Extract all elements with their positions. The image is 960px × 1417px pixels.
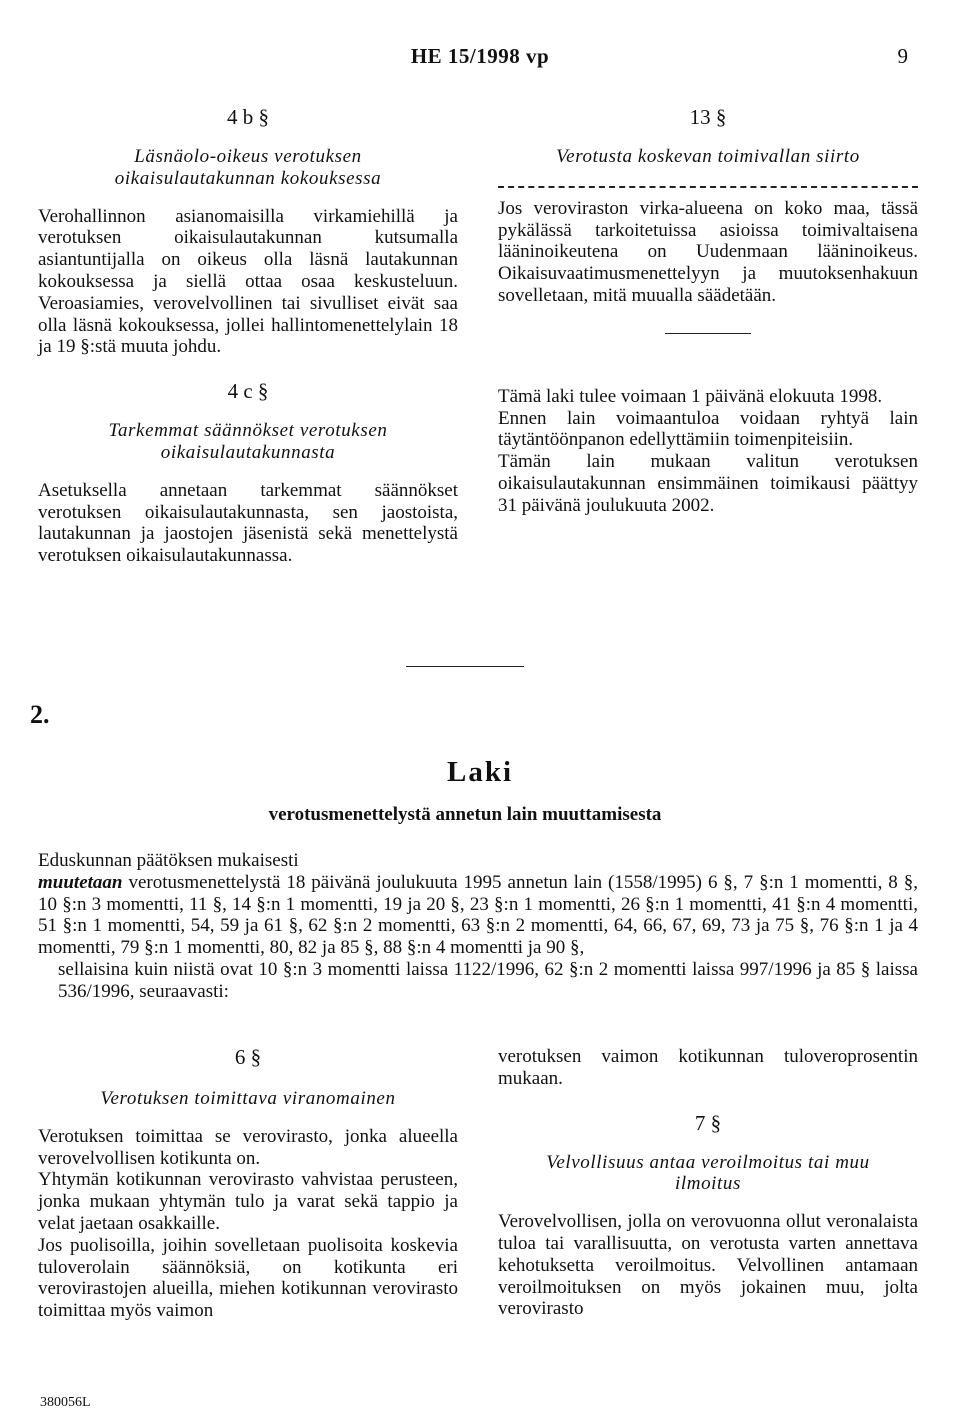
enactment-text	[38, 850, 918, 1003]
section-4b-heading: 4 b §	[227, 105, 269, 129]
section-4b-title-line1: Läsnäolo-oikeus verotuksen	[134, 146, 362, 167]
preparatory-measures-paragraph: Ennen lain voimaantuloa voidaan ryhtyä lain täytäntöönpanon edellyttämiin toimenpiteisiin.	[498, 407, 918, 451]
section-4c-title-line1: Tarkemmat säännökset verotuksen	[108, 420, 388, 442]
section-4b-title	[38, 146, 458, 190]
section-6-paragraph-3: Jos puolisoilla, joihin sovelletaan puolisoita koskevia tuloverolain säännöksiä, on kotikunta eri verovirastojen alueilla, miehen kotikunnan verovirasto toimittaa myös vaimon	[38, 1234, 458, 1322]
centre-divider-rule	[406, 666, 524, 667]
section-7-title	[498, 1152, 918, 1196]
enactment-provisions-list: verotusmenettelystä 18 päivänä joulukuuta 1995 annetun lain (1558/1995) 6 §, 7 §:n 1 momentti, 8 §, 10 §:n 3 momentti, 11 §, 14 §:n 1 momentti, 19 ja 20 §, 23 §:n 1 momentti, 26 §:n 1 momentti, 41 §:n 4 momentti, 51 §:n 1 momentti, 54, 59 ja 61 §, 62 §:n 2 momentti, 63 §:n 2 momentti, 64, 66, 67, 69, 73 ja 75 §, 76 §:n 1 ja 4 momentti, 79 §:n 1 momentti, 80, 82 ja 85 §, 88 §:n 4 momentti ja 90 §,	[38, 871, 918, 959]
omitted-text-dashes	[498, 186, 918, 188]
term-of-office-paragraph: Tämän lain mukaan valitun verotuksen oikaisulautakunnan ensimmäinen toimikausi päättyy 31 päivänä joulukuuta 2002.	[498, 451, 918, 516]
document-header-title: HE 15/1998 vp	[410, 44, 550, 68]
entry-into-force-paragraph: Tämä laki tulee voimaan 1 päivänä elokuuta 1998.	[498, 385, 883, 407]
document-code: 380056L	[40, 1395, 91, 1410]
section-7-paragraph: Verovelvollisen, jolla on verovuonna ollut veronalaista tuloa tai varallisuutta, on verotusta varten annettava kehotuksetta veroilmoitus. Velvollinen antamaan veroilmoituksen on myös jokainen muu, jolta verovirasto	[498, 1211, 918, 1320]
section-6-paragraph-2: Yhtymän kotikunnan verovirasto vahvistaa perusteen, jonka mukaan yhtymän tulo ja varat sekä tappio ja velat jaetaan osakkaille.	[38, 1169, 458, 1234]
enactment-as-amended: sellaisina kuin niistä ovat 10 §:n 3 momentti laissa 1122/1996, 62 §:n 2 momentti laissa 997/1996 ja 85 § laissa 536/1996, seuraavasti:	[58, 958, 918, 1002]
section-divider-rule	[665, 333, 751, 334]
section-7-title-line1: Velvollisuus antaa veroilmoitus tai muu	[546, 1151, 870, 1173]
enactment-opening: Eduskunnan päätöksen mukaisesti	[38, 850, 299, 871]
law-number: 2.	[30, 700, 50, 729]
right-column-bottom	[498, 1046, 918, 1320]
left-column-top	[38, 100, 458, 567]
section-7-heading: 7 §	[694, 1110, 722, 1135]
section-4c-title-line2: oikaisulautakunnasta	[160, 441, 336, 463]
section-6-continuation: verotuksen vaimon kotikunnan tuloveroprosentin mukaan.	[498, 1046, 918, 1089]
left-column-bottom	[38, 1040, 458, 1322]
section-4c-heading: 4 c §	[227, 379, 269, 404]
section-6-paragraph-1: Verotuksen toimittaa se verovirasto, jonka alueella verovelvollisen kotikunta on.	[38, 1125, 458, 1169]
section-13-paragraph: Jos veroviraston virka-alueena on koko maa, tässä pykälässä tarkoitetuissa asioissa toimivaltaisena lääninoikeutena on Uudenmaan lääninoikeus. Oikaisuvaatimusmenettelyyn ja muutoksenhakuun sovelletaan, mitä muualla säädetään.	[498, 197, 918, 306]
section-4c-paragraph: Asetuksella annetaan tarkemmat säännökset verotuksen oikaisulautakunnasta, sen jaostoista, lautakunnan ja jaostojen jäsenistä sekä menettelystä verotuksen oikaisulautakunnassa.	[38, 479, 458, 567]
section-4c-title	[38, 420, 458, 464]
law-title: Laki	[446, 756, 514, 788]
section-6-heading: 6 §	[234, 1045, 262, 1069]
section-13-heading: 13 §	[689, 105, 727, 129]
page-number: 9	[897, 44, 908, 68]
section-4b-paragraph: Verohallinnon asianomaisilla virkamiehillä ja verotuksen oikaisulautakunnan kutsumalla asiantuntijalla on oikeus olla läsnä lautakunnan kokouksessa ja siellä ottaa osaa keskusteluun. Veroasiamies, verovelvollinen tai sivulliset eivät saa olla läsnä kokouksessa, jollei hallintomenettelylain 18 ja 19 §:stä muuta johdu.	[38, 205, 458, 358]
enactment-amended-provisions	[38, 872, 918, 959]
section-4b-title-line2: oikaisulautakunnan kokouksessa	[114, 167, 382, 189]
section-7-title-line2: ilmoitus	[674, 1173, 742, 1195]
section-13-title: Verotusta koskevan toimivallan siirto	[556, 146, 860, 167]
section-6-title: Verotuksen toimittava viranomainen	[100, 1088, 396, 1109]
right-column-top	[498, 100, 918, 517]
enactment-keyword: muutetaan	[38, 871, 123, 893]
law-subtitle: verotusmenettelystä annetun lain muuttamisesta	[268, 804, 662, 825]
